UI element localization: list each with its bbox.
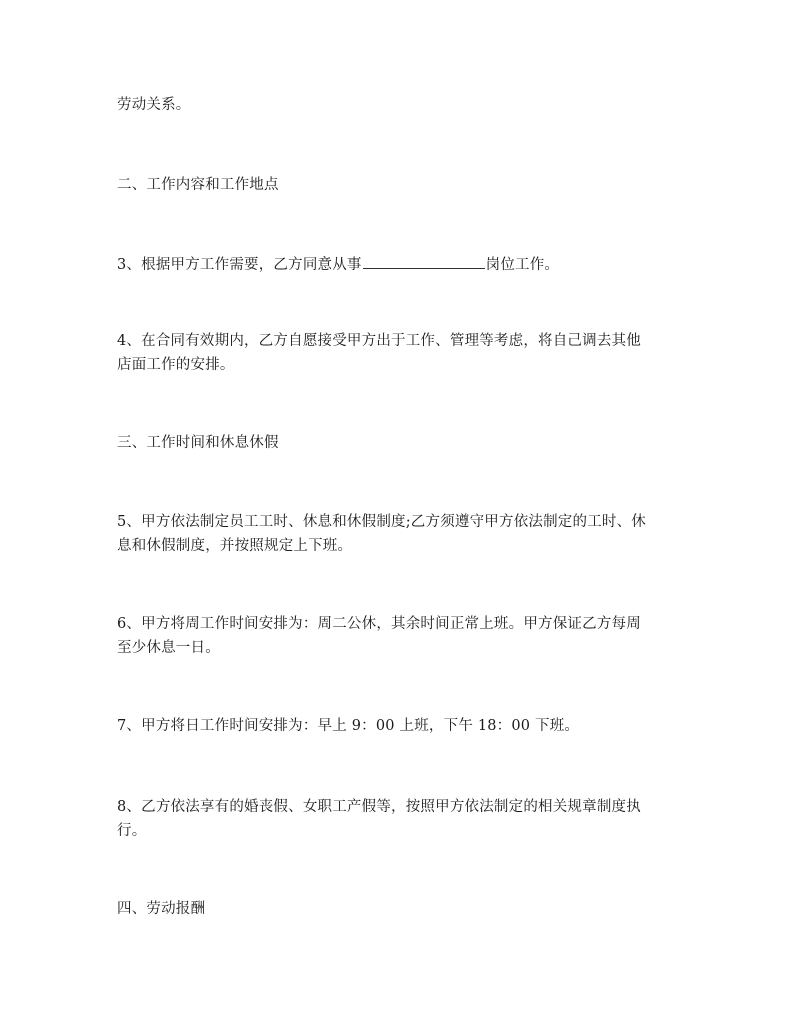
clause-6-line-2: 至少休息一日。	[117, 640, 220, 656]
section-heading-2: 二、工作内容和工作地点	[117, 177, 279, 193]
clause-3	[117, 253, 559, 277]
section-heading-4: 四、劳动报酬	[117, 901, 206, 917]
clause-3-text-before: 3、根据甲方工作需要，乙方同意从事	[117, 257, 362, 273]
clause-5-line-1: 5、甲方依法制定员工工时、休息和休假制度;乙方须遵守甲方依法制定的工时、休	[117, 514, 647, 530]
clause-8-line-2: 行。	[117, 823, 147, 839]
paragraph-continuation: 劳动关系。	[117, 97, 191, 113]
clause-4-line-1: 4、在合同有效期内，乙方自愿接受甲方出于工作、管理等考虑，将自己调去其他	[117, 333, 641, 349]
clause-6-line-1: 6、甲方将周工作时间安排为：周二公休，其余时间正常上班。甲方保证乙方每周	[117, 616, 641, 632]
clause-5-line-2: 息和休假制度，并按照规定上下班。	[117, 538, 353, 554]
clause-3-text-after: 岗位工作。	[485, 257, 560, 273]
clause-4-line-2: 店面工作的安排。	[117, 357, 235, 373]
clause-7: 7、甲方将日工作时间安排为：早上 9：00 上班，下午 18：00 下班。	[117, 718, 580, 734]
clause-8-line-1: 8、乙方依法享有的婚丧假、女职工产假等，按照甲方依法制定的相关规章制度执	[117, 799, 641, 815]
position-blank-field	[363, 254, 485, 269]
section-heading-3: 三、工作时间和休息休假	[117, 435, 279, 451]
